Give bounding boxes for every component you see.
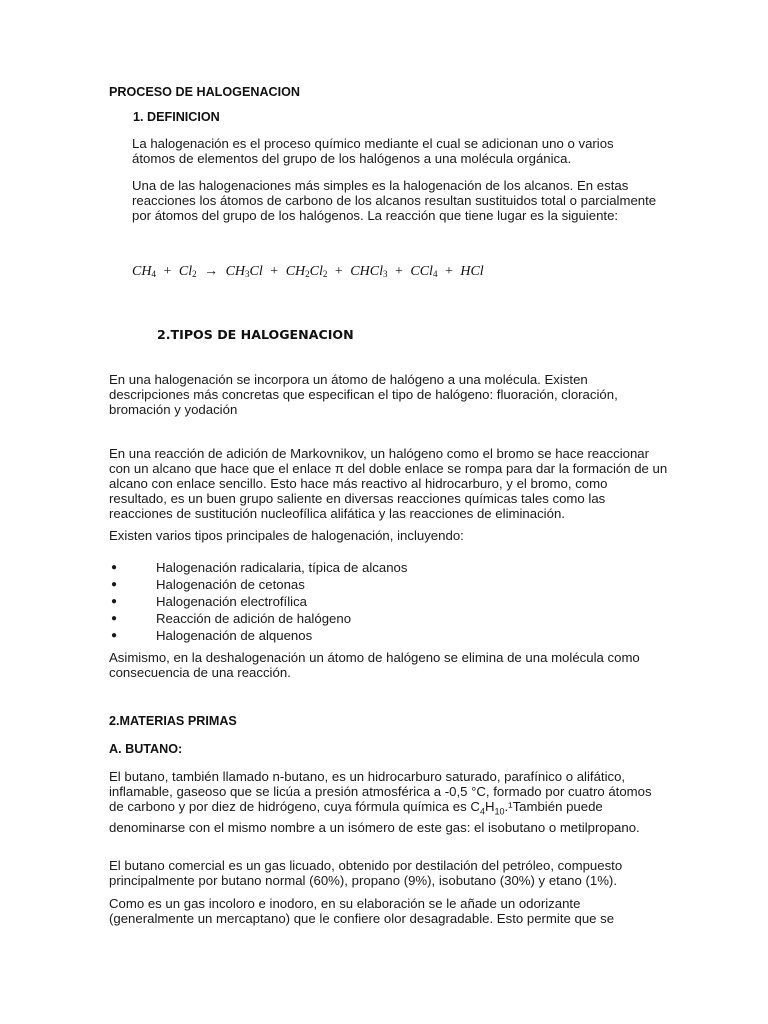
chemical-equation [132, 264, 484, 282]
list-item [108, 593, 407, 610]
eq-term: CH [285, 264, 306, 279]
bullet-icon: ● [111, 613, 118, 624]
section-heading-definicion: 1. DEFINICION [133, 110, 220, 124]
eq-operator: + [163, 264, 172, 279]
bullet-icon: ● [111, 596, 118, 607]
list-item [108, 576, 407, 593]
eq-subscript: 2 [305, 269, 310, 279]
paragraph: Existen varios tipos principales de halogenación, incluyendo: [109, 528, 464, 543]
eq-arrow: → [204, 264, 219, 279]
eq-term: CCl [410, 264, 433, 279]
halogenation-types-list [108, 559, 407, 644]
paragraph [109, 769, 669, 835]
paragraph: En una halogenación se incorpora un átomo de halógeno a una molécula. Existen descripciones más concretas que especifican el tipo de halógeno: fluoración, cloración, bromación y yodación [109, 372, 618, 417]
list-item-text: Halogenación electrofílica [156, 594, 308, 609]
list-item-text: Reacción de adición de halógeno [156, 611, 352, 626]
list-item-text: Halogenación de cetonas [156, 577, 305, 592]
eq-operator: + [394, 264, 403, 279]
eq-subscript: 3 [382, 269, 388, 279]
eq-term: CH [132, 264, 152, 279]
paragraph-text: También puede denominarse con el mismo nombre a un isómero de este gas: el isobutano o metilpropano. [109, 799, 640, 835]
eq-operator: + [334, 264, 343, 279]
formula-text: H [484, 799, 495, 814]
paragraph: Asimismo, en la deshalogenación un átomo de halógeno se elimina de una molécula como consecuencia de una reacción. [109, 650, 640, 680]
paragraph: En una reacción de adición de Markovnikov, un halógeno como el bromo se hace reaccionar con un alcano que hace que el enlace π del doble enlace se rompa para dar la formación de un alcano con enlace sencillo. Esto hace más reactivo al hidrocarburo, y el bromo, como resultado, es un buen grupo saliente en diversas reacciones químicas tales como las reacciones de sustitución nucleofílica alifática y las reacciones de eliminación. [109, 446, 668, 521]
bullet-icon: ● [111, 579, 118, 590]
eq-term: Cl [178, 264, 193, 279]
eq-term: Cl [249, 264, 263, 279]
section-heading-tipos: 2.TIPOS DE HALOGENACION [157, 327, 354, 342]
eq-term: HCl [460, 264, 484, 279]
eq-subscript: 2 [322, 269, 328, 279]
list-item [108, 559, 407, 576]
eq-term: Cl [309, 264, 323, 279]
bullet-icon: ● [111, 630, 118, 641]
eq-subscript: 4 [432, 269, 438, 279]
paragraph-text: El butano, también llamado n-butano, es un hidrocarburo saturado, parafínico o alifático, inflamable, gaseoso que se licúa a presión atmosférica a -0,5 °C, formado por cuatro átomos de carbono y por diez de hidrógeno, cuya fórmula química es C [109, 769, 652, 814]
list-item-text: Halogenación radicalaria, típica de alcanos [156, 560, 408, 575]
list-item [108, 610, 407, 627]
list-item [108, 627, 407, 644]
paragraph: La halogenación es el proceso químico mediante el cual se adicionan uno o varios átomos de elementos del grupo de los halógenos a una molécula orgánica. [132, 136, 614, 166]
formula-subscript: 4 [479, 806, 485, 817]
section-heading-materias-primas: 2.MATERIAS PRIMAS [109, 714, 237, 728]
eq-term: CH [225, 264, 246, 279]
paragraph: El butano comercial es un gas licuado, obtenido por destilación del petróleo, compuesto principalmente por butano normal (60%), propano (9%), isobutano (30%) y etano (1%). [109, 858, 623, 888]
paragraph: Como es un gas incoloro e inodoro, en su elaboración se le añade un odorizante (generalmente un mercaptano) que le confiere olor desagradable. Esto permite que se [109, 896, 615, 926]
paragraph: Una de las halogenaciones más simples es la halogenación de los alcanos. En estas reacciones los átomos de carbono de los alcanos resultan sustituidos total o parcialmente por átomos del grupo de los halógenos. La reacción que tiene lugar es la siguiente: [132, 178, 657, 223]
eq-subscript: 2 [192, 269, 197, 279]
eq-term: CHCl [350, 264, 383, 279]
bullet-icon: ● [111, 562, 118, 573]
subsection-heading-butano: A. BUTANO: [109, 742, 183, 756]
document-title: PROCESO DE HALOGENACION [109, 85, 301, 99]
formula-subscript: 10 [494, 806, 505, 817]
eq-subscript: 3 [245, 269, 250, 279]
eq-operator: + [444, 264, 453, 279]
footnote-mark: .¹ [504, 799, 513, 814]
list-item-text: Halogenación de alquenos [156, 628, 313, 643]
eq-subscript: 4 [151, 269, 156, 279]
eq-operator: + [270, 264, 279, 279]
